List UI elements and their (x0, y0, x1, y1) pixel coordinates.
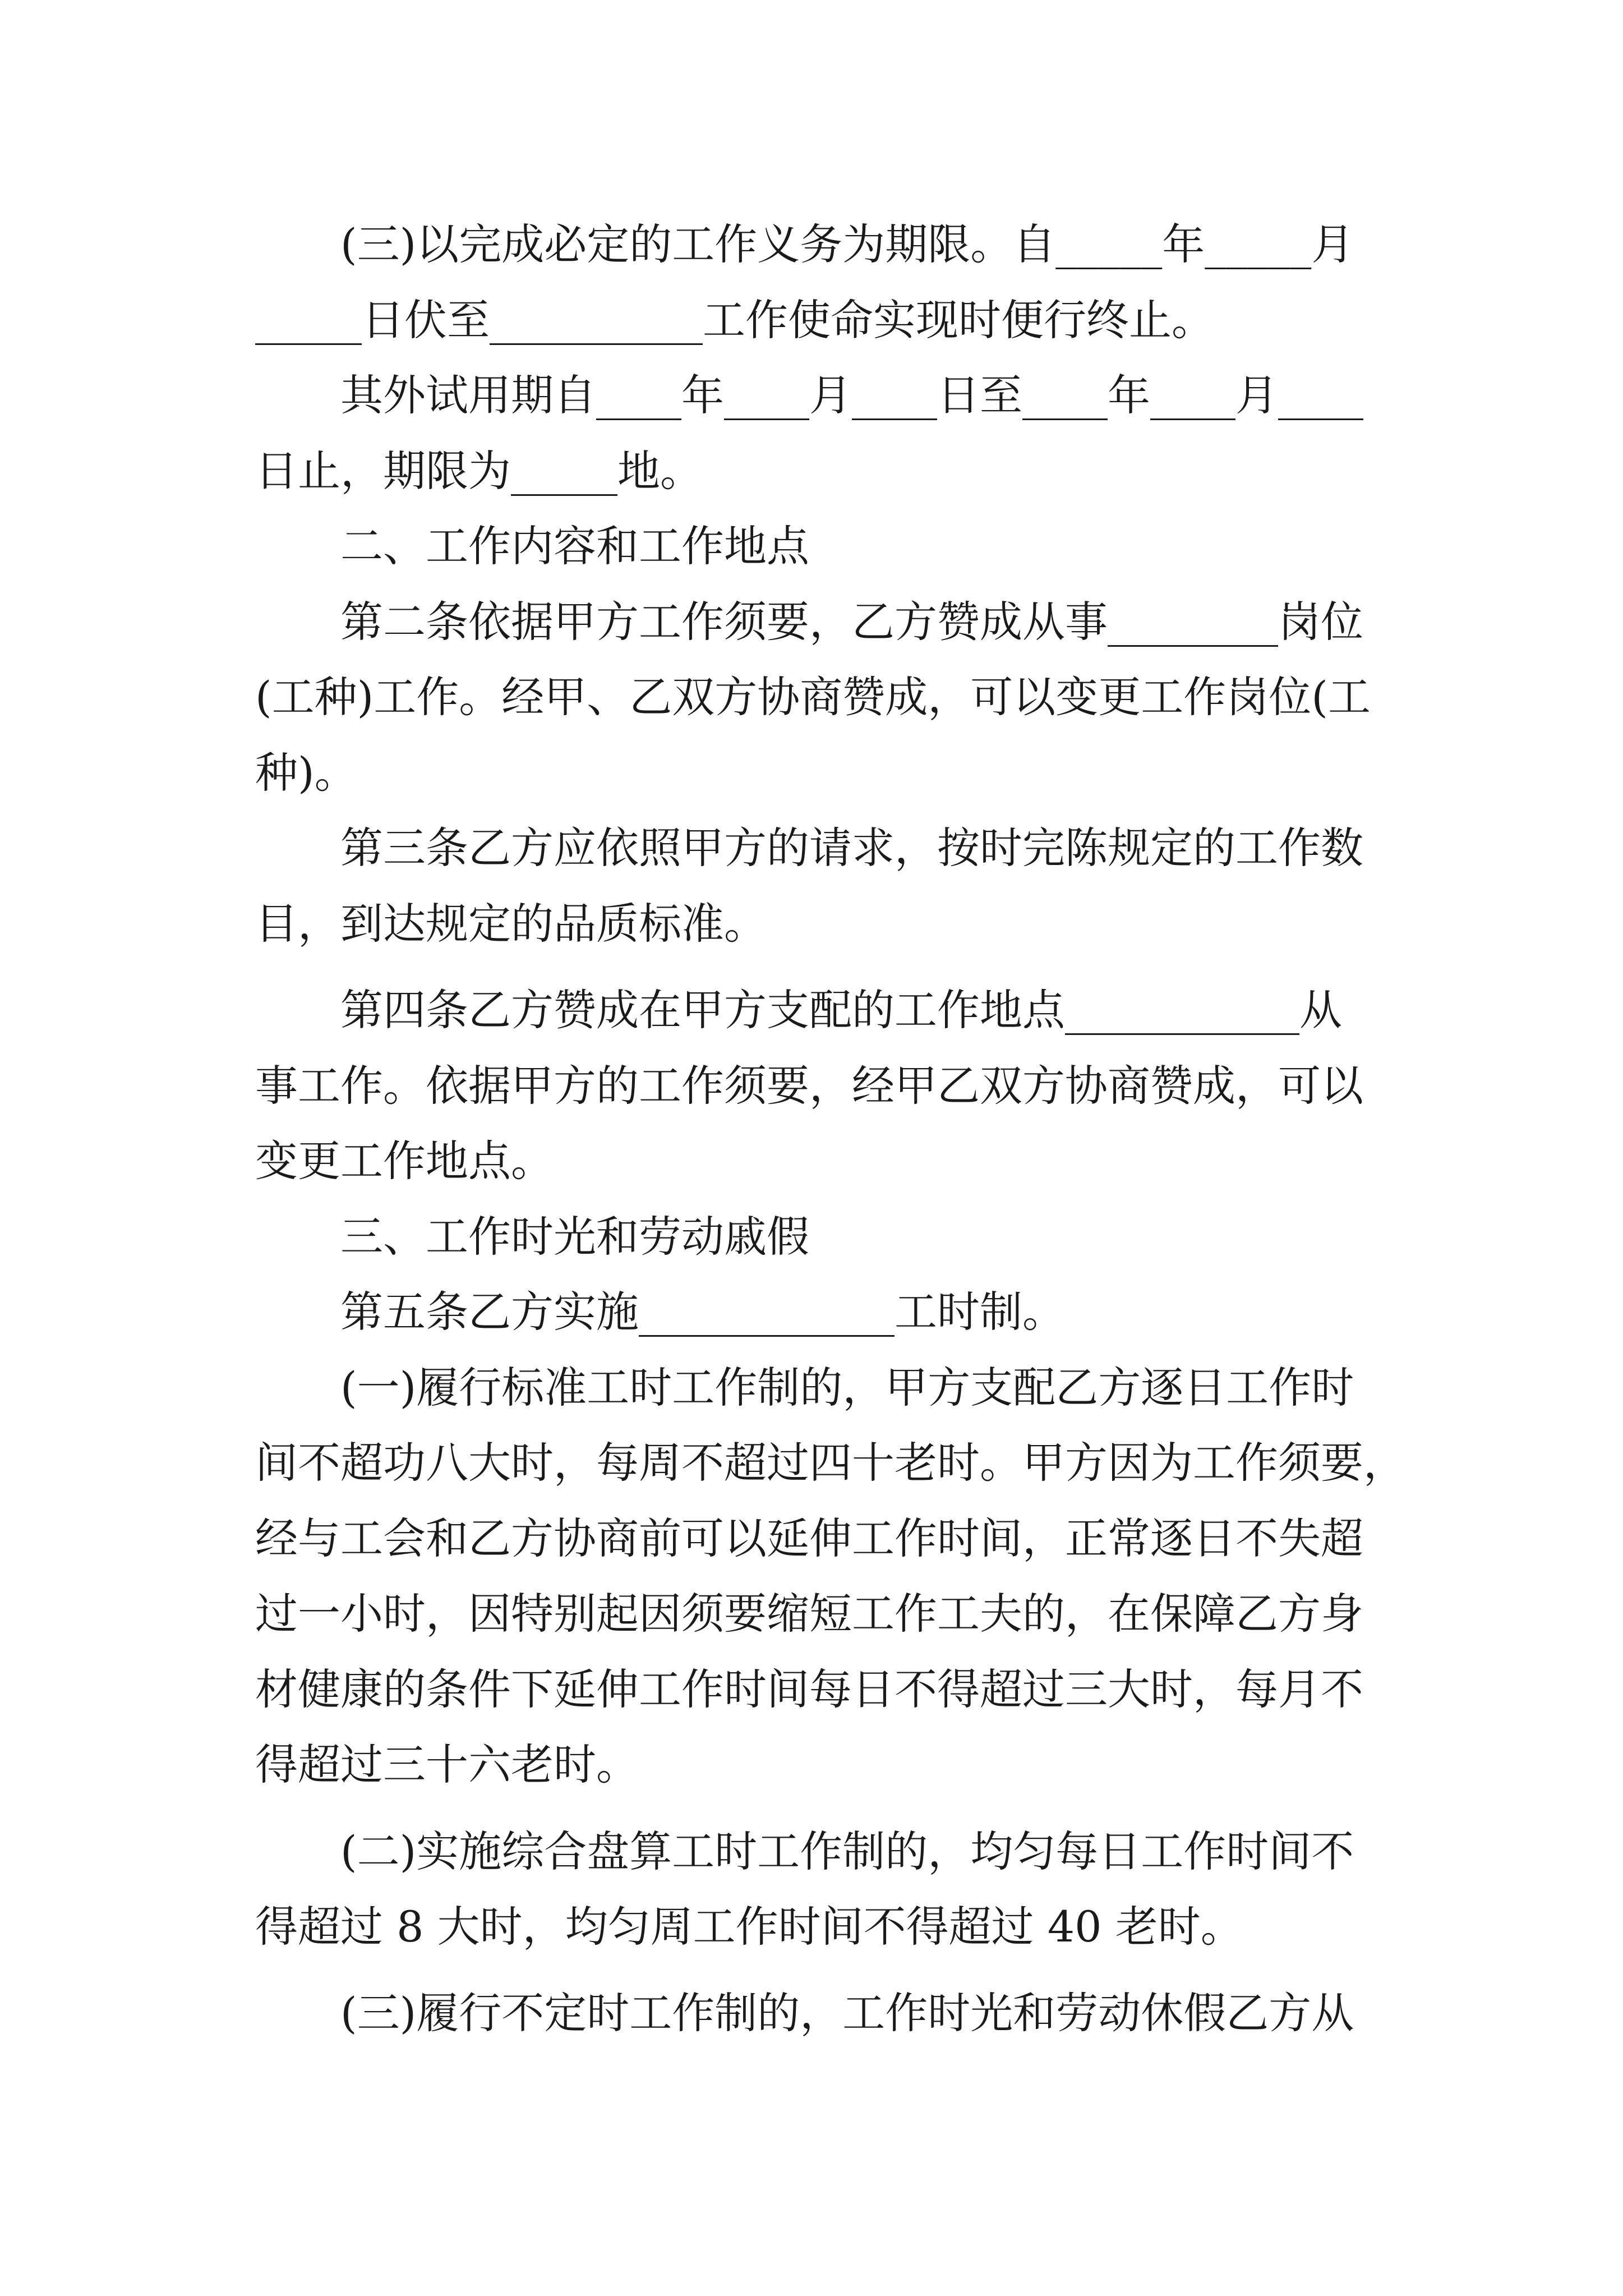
text-line (255, 211, 1382, 278)
text-line (255, 664, 1382, 731)
line-text: 第四条乙方赞成在甲方支配的工作地点___________从 (340, 985, 1342, 1035)
line-text: (二)实施综合盘算工时工作制的，均匀每日工作时间不 (340, 1826, 1354, 1876)
line-text: 得超过 8 大时，均匀周工作时间不得超过 40 老时。 (255, 1902, 1243, 1952)
text-line (255, 739, 1382, 807)
line-text: 得超过三十六老时。 (255, 1740, 639, 1789)
section-heading (255, 1203, 1382, 1271)
text-line (255, 1278, 1382, 1346)
line-text: 过一小时，因特别起因须要缩短工作工夫的，在保障乙方身 (255, 1589, 1363, 1639)
line-text: 其外试用期自____年____月____日至____年____月____ (340, 370, 1363, 420)
text-line (255, 1354, 1382, 1421)
line-text: 事工作。依据甲方的工作须要，经甲乙双方协商赞成，可以 (255, 1061, 1363, 1111)
text-line (255, 1052, 1382, 1120)
line-text: (三)履行不定时工作制的，工作时光和劳动休假乙方从 (340, 1988, 1354, 2038)
line-text: _____日伏至__________工作使命实现时便行终止。 (255, 295, 1214, 345)
line-text: (一)履行标准工时工作制的，甲方支配乙方逐日工作时 (340, 1363, 1354, 1412)
line-text: 间不超功八大时，每周不超过四十老时。甲方因为工作须要， (255, 1438, 1406, 1488)
text-line (255, 1505, 1382, 1572)
text-line (255, 1893, 1382, 1961)
line-text: 日止，期限为_____地。 (255, 446, 703, 496)
text-line (255, 362, 1382, 429)
text-line (255, 1580, 1382, 1648)
text-line (255, 977, 1382, 1044)
line-text: 变更工作地点。 (255, 1136, 554, 1186)
text-line (255, 1980, 1382, 2047)
text-line (255, 1656, 1382, 1723)
line-text: (三)以完成必定的工作义务为期限。自_____年_____月 (340, 219, 1354, 269)
text-line (255, 1128, 1382, 1195)
text-line (255, 890, 1382, 958)
line-text: 种)。 (255, 748, 357, 798)
text-line (255, 815, 1382, 882)
heading-text: 二、工作内容和工作地点 (340, 521, 809, 571)
section-heading (255, 513, 1382, 580)
heading-text: 三、工作时光和劳动戚假 (340, 1212, 809, 1262)
line-text: 第三条乙方应依照甲方的请求，按时完陈规定的工作数 (340, 823, 1363, 873)
text-line (255, 438, 1382, 505)
line-text: 目，到达规定的品质标准。 (255, 899, 767, 949)
text-line (255, 1818, 1382, 1885)
line-text: 第五条乙方实施____________工时制。 (340, 1287, 1065, 1337)
text-line (255, 1429, 1406, 1497)
text-line (255, 287, 1382, 354)
line-text: 第二条依据甲方工作须要，乙方赞成从事________岗位 (340, 597, 1363, 647)
text-line (255, 1731, 1382, 1798)
line-text: 经与工会和乙方协商前可以延伸工作时间，正常逐日不失超 (255, 1513, 1363, 1563)
line-text: 材健康的条件下延伸工作时间每日不得超过三大时，每月不 (255, 1664, 1363, 1714)
line-text: (工种)工作。经甲、乙双方协商赞成，可以变更工作岗位(工 (255, 672, 1371, 722)
text-line (255, 588, 1382, 656)
